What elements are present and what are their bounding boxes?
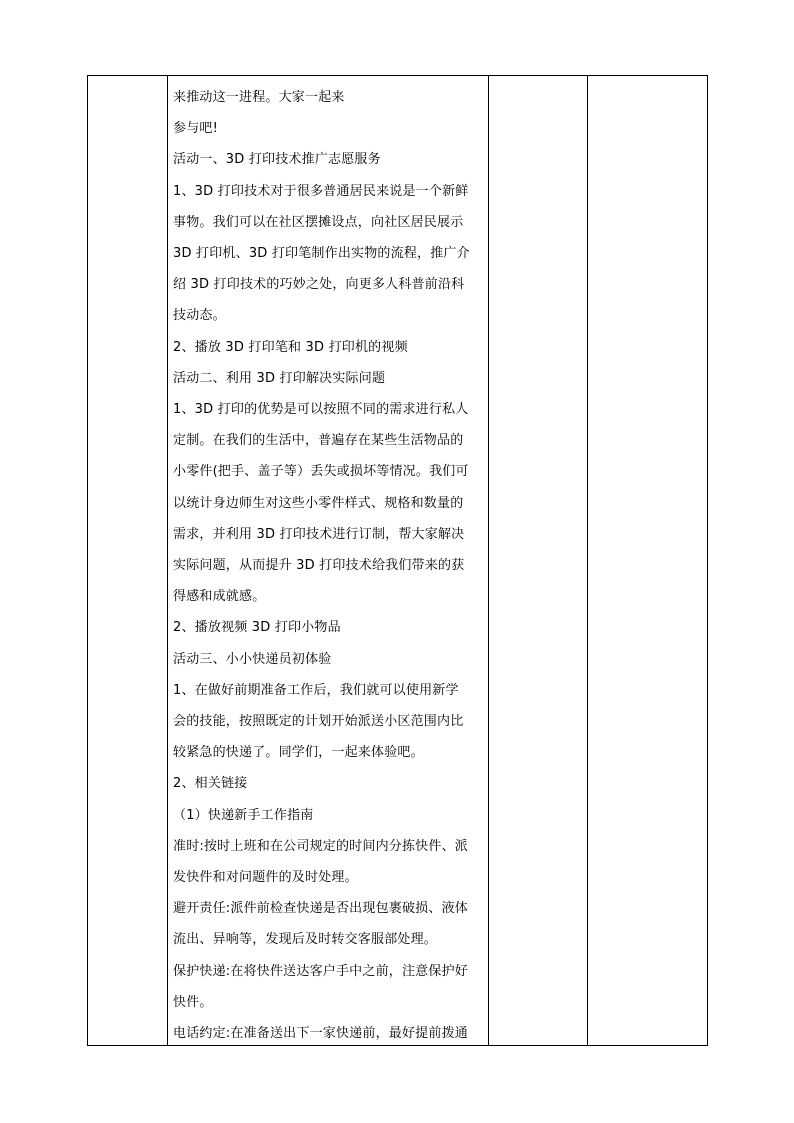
activity-heading: 活动一、3D 打印技术推广志愿服务	[173, 152, 381, 168]
text-line: 技动态。	[173, 308, 226, 324]
text-line: 较紧急的快递了。同学们，一起来体验吧。	[173, 745, 424, 761]
text-line: 避开责任:派件前检查快递是否出现包裹破损、液体	[173, 901, 468, 917]
table-cell-third	[489, 76, 588, 1046]
table-row	[88, 76, 708, 1046]
text-line: 得感和成就感。	[173, 589, 266, 605]
text-line: 来推动这一进程。大家一起来	[173, 90, 345, 105]
text-line: 定制。在我们的生活中，普遍存在某些生活物品的	[173, 433, 464, 449]
text-line: 2、播放视频 3D 打印小物品	[173, 620, 341, 636]
text-line: 需求，并利用 3D 打印技术进行订制，帮大家解决	[173, 526, 465, 542]
text-line: 绍 3D 打印技术的巧妙之处，向更多人科普前沿科	[173, 277, 465, 293]
text-line: 3D 打印机、3D 打印笔制作出实物的流程，推广介	[173, 246, 470, 262]
text-line: 参与吧!	[173, 121, 219, 137]
table-cell-content	[168, 76, 489, 1046]
lesson-plan-table	[87, 75, 708, 1046]
text-line: 事物。我们可以在社区摆摊设点，向社区居民展示	[173, 214, 464, 230]
text-line: （1）快递新手工作指南	[173, 807, 314, 823]
table-cell-right	[588, 76, 708, 1046]
activity-heading: 活动三、小小快递员初体验	[173, 651, 332, 667]
text-line: 2、播放 3D 打印笔和 3D 打印机的视频	[173, 339, 408, 355]
text-line: 快件。	[173, 994, 213, 1010]
activity-heading: 活动二、利用 3D 打印解决实际问题	[173, 370, 386, 386]
text-line: 电话约定:在准备送出下一家快递前，最好提前拨通	[173, 1026, 468, 1042]
text-line: 小零件(把手、盖子等）丢失或损坏等情况。我们可	[173, 464, 469, 480]
text-line: 实际问题，从而提升 3D 打印技术给我们带来的获	[173, 558, 465, 574]
text-line: 1、在做好前期准备工作后，我们就可以使用新学	[173, 682, 459, 698]
activity-text	[168, 76, 488, 1045]
text-line: 发快件和对问题件的及时处理。	[173, 870, 358, 886]
text-line: 会的技能，按照既定的计划开始派送小区范围内比	[173, 714, 464, 730]
text-line: 1、3D 打印的优势是可以按照不同的需求进行私人	[173, 402, 469, 418]
text-line: 2、相关链接	[173, 776, 248, 792]
text-line: 保护快递:在将快件送达客户手中之前，注意保护好	[173, 963, 468, 979]
text-line: 流出、异响等，发现后及时转交客服部处理。	[173, 932, 438, 948]
text-line: 准时:按时上班和在公司规定的时间内分拣快件、派	[173, 838, 468, 854]
table-cell-left	[88, 76, 168, 1046]
text-line: 以统计身边师生对这些小零件样式、规格和数量的	[173, 495, 464, 511]
text-line: 1、3D 打印技术对于很多普通居民来说是一个新鲜	[173, 183, 469, 199]
